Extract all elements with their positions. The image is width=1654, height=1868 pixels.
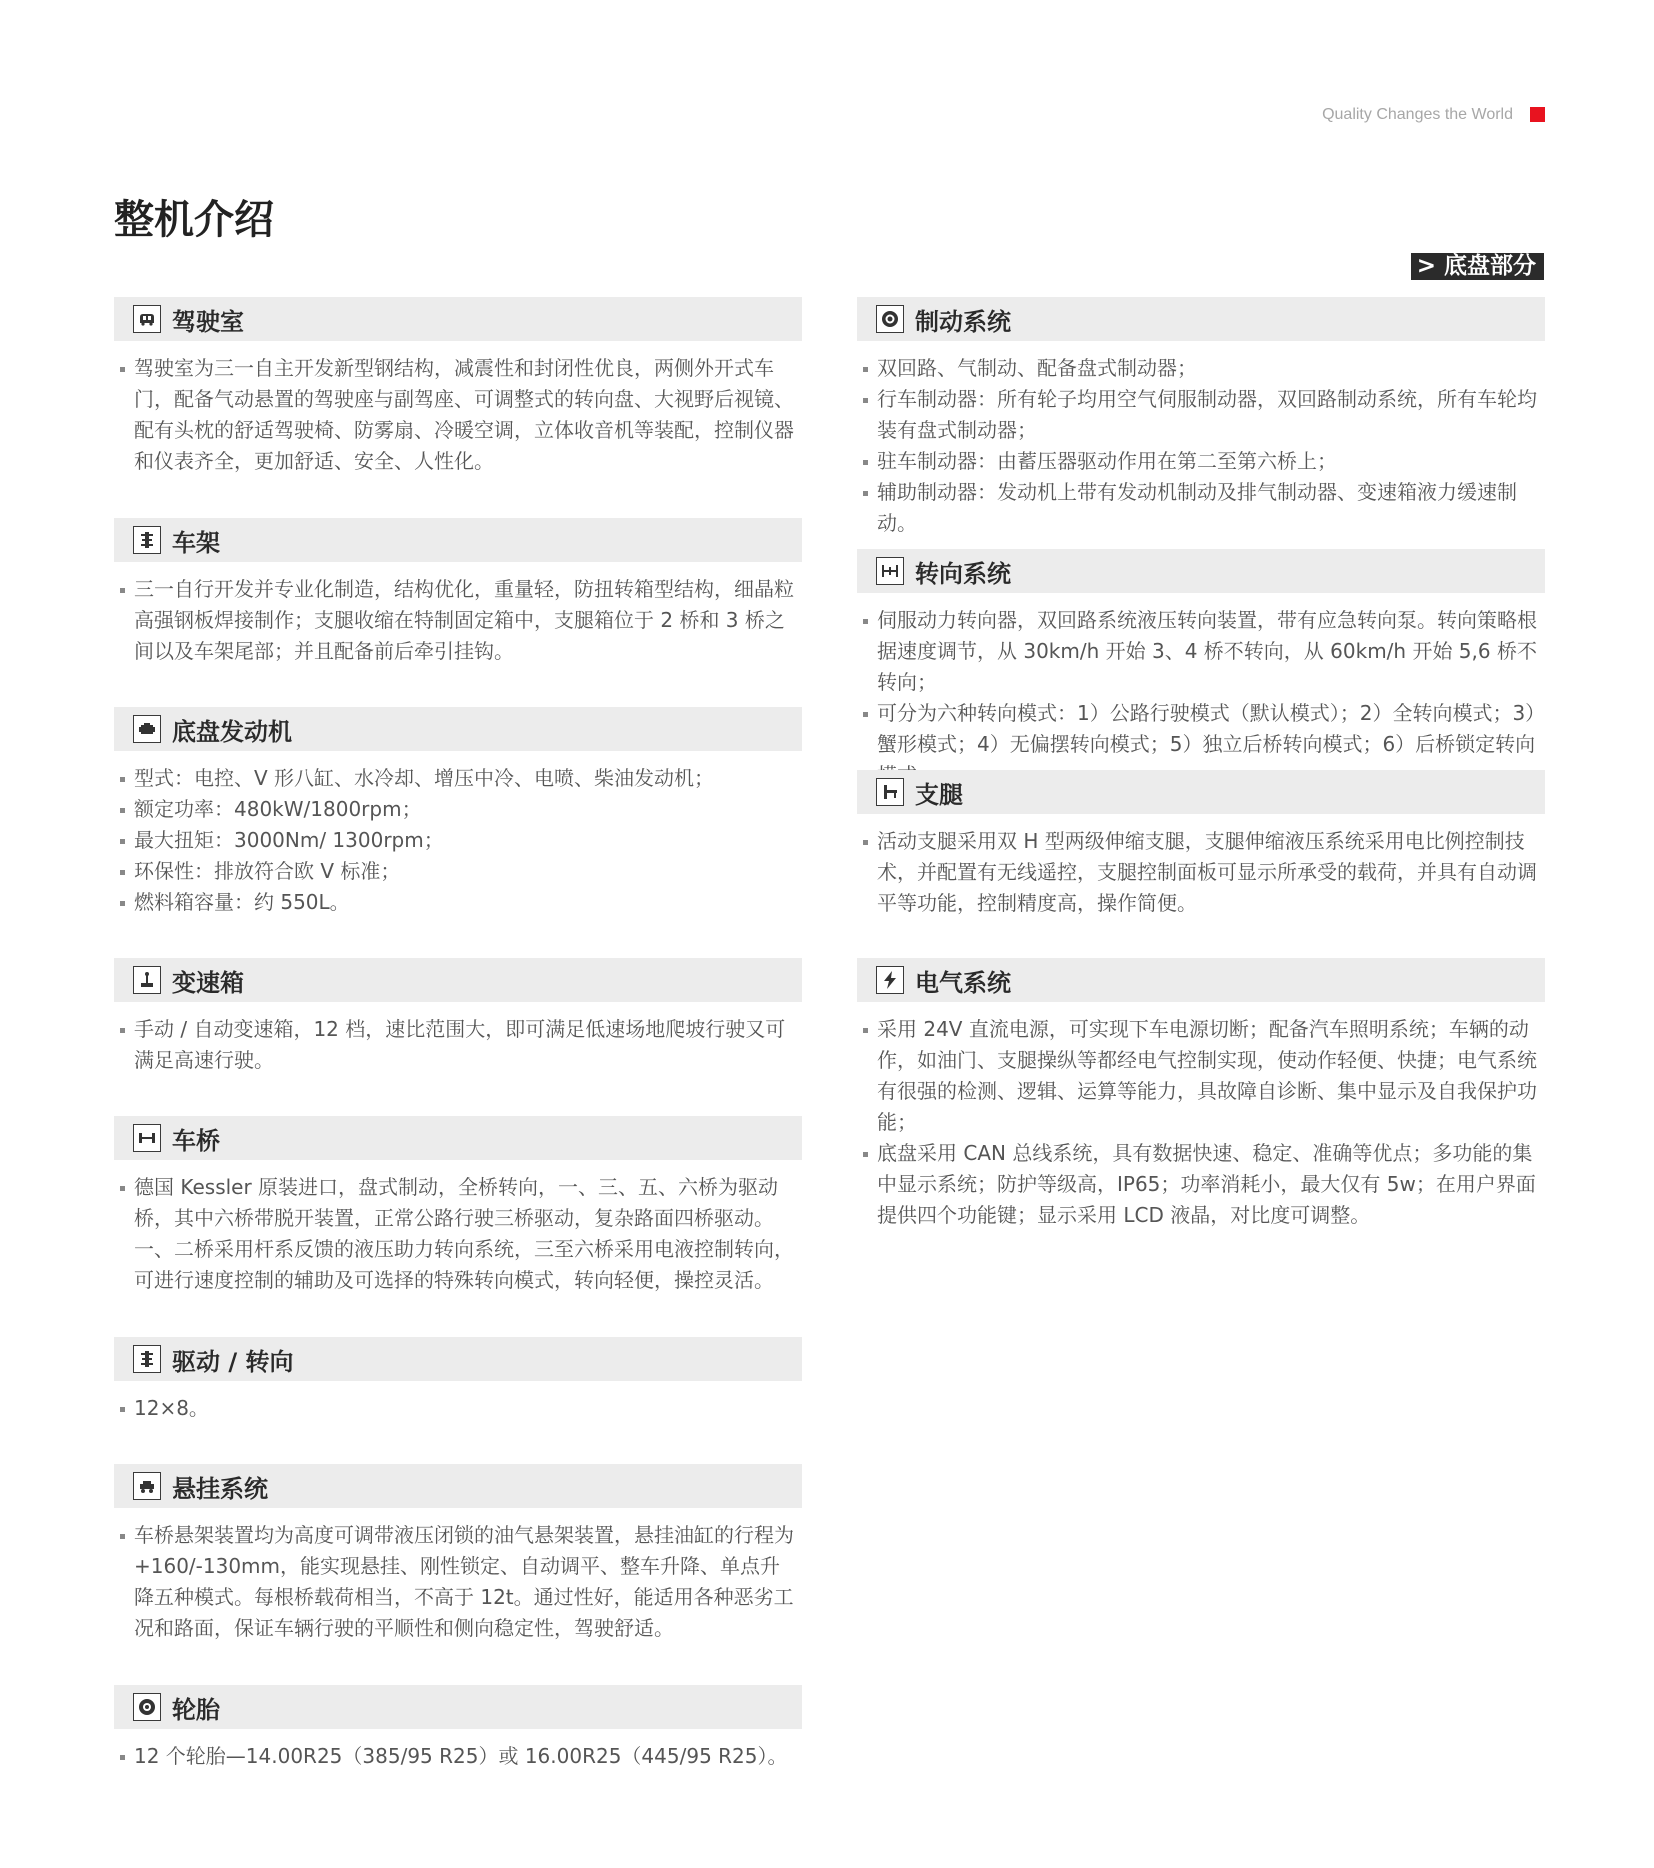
list-item: 12×8。 <box>114 1393 802 1424</box>
section-header <box>114 1337 802 1381</box>
list-item: 型式：电控、V 形八缸、水冷却、增压中冷、电喷、柴油发动机； <box>114 763 802 794</box>
list-item: 双回路、气制动、配备盘式制动器； <box>857 353 1545 384</box>
list-item: 可分为六种转向模式：1）公路行驶模式（默认模式）；2）全转向模式；3）蟹形模式；4）无偏摆转向模式；5）独立后桥转向模式；6）后桥锁定转向 <box>857 698 1545 791</box>
list-item: 环保性：排放符合欧 V 标准； <box>114 856 802 887</box>
section-suspension <box>114 1464 802 1644</box>
section-header <box>857 770 1545 814</box>
list-item: 底盘采用 CAN 总线系统，具有数据快速、稳定、准确等优点；多功能的集中显示系统；防护等级高，IP65；功率消耗小，最大仅有 5w；在用户界面提供四个功能键；显示采用 LCD 液晶，对比度可调整。 <box>857 1138 1545 1231</box>
section-body <box>114 574 802 667</box>
section-title: 电气系统 <box>915 968 1011 997</box>
section-title: 转向系统 <box>915 559 1011 588</box>
section-header <box>114 1685 802 1729</box>
suspension-icon <box>133 1472 161 1500</box>
outrigger-icon <box>876 778 904 806</box>
page-title: 整机介绍 <box>114 197 274 243</box>
tire-icon <box>133 1693 161 1721</box>
steering-icon <box>876 557 904 585</box>
frame-icon <box>133 526 161 554</box>
section-body <box>114 1393 802 1424</box>
section-header <box>857 549 1545 593</box>
section-title: 车架 <box>172 528 220 557</box>
header-tagline: Quality Changes the World <box>1322 106 1513 123</box>
list-item: 三一自行开发并专业化制造，结构优化，重量轻，防扭转箱型结构，细晶粒高强钢板焊接制作；支腿收缩在特制固定箱中，支腿箱位于 2 桥和 3 桥之间以及车架尾部；并且配备前后牵引挂钩。 <box>114 574 802 667</box>
section-engine <box>114 707 802 918</box>
list-item: 最大扭矩：3000Nm/ 1300rpm； <box>114 825 802 856</box>
section-body <box>857 353 1545 539</box>
list-item: 行车制动器：所有轮子均用空气伺服制动器，双回路制动系统，所有车轮均装有盘式制动器； <box>857 384 1545 446</box>
lightning-icon <box>876 966 904 994</box>
axle-icon <box>133 1124 161 1152</box>
section-steering <box>857 549 1545 791</box>
section-brake <box>857 297 1545 539</box>
section-body <box>114 353 802 477</box>
section-body <box>114 763 802 918</box>
section-header <box>114 297 802 341</box>
section-drive-steering <box>114 1337 802 1424</box>
section-frame <box>114 518 802 667</box>
chassis-section-label: > 底盘部分 <box>1411 253 1544 280</box>
gearbox-icon <box>133 966 161 994</box>
list-item: 额定功率：480kW/1800rpm； <box>114 794 802 825</box>
section-title: 变速箱 <box>172 968 244 997</box>
list-item: 伺服动力转向器，双回路系统液压转向装置，带有应急转向泵。转向策略根据速度调节，从 30km/h 开始 3、4 桥不转向，从 60km/h 开始 5,6 桥不转向； <box>857 605 1545 698</box>
drive-icon <box>133 1345 161 1373</box>
list-item: 驾驶室为三一自主开发新型钢结构，减震性和封闭性优良，两侧外开式车门，配备气动悬置的驾驶座与副驾座、可调整式的转向盘、大视野后视镜、配有头枕的舒适驾驶椅、防雾扇、冷暖空调，立体收音机等装配，控制仪器和仪表齐全，更加舒适、安全、人性化。 <box>114 353 802 477</box>
list-item: 驻车制动器：由蓄压器驱动作用在第二至第六桥上； <box>857 446 1545 477</box>
section-gearbox <box>114 958 802 1076</box>
section-header <box>857 958 1545 1002</box>
section-title: 轮胎 <box>172 1695 220 1724</box>
list-item: 12 个轮胎—14.00R25（385/95 R25）或 16.00R25（445/95 R25）。 <box>114 1741 802 1772</box>
brake-icon <box>876 305 904 333</box>
section-title: 车桥 <box>172 1126 220 1155</box>
section-title: 驱动 / 转向 <box>172 1347 294 1376</box>
section-body <box>114 1520 802 1644</box>
section-title: 悬挂系统 <box>172 1474 268 1503</box>
section-cab <box>114 297 802 477</box>
section-header <box>857 297 1545 341</box>
section-header <box>114 1464 802 1508</box>
section-outrigger <box>857 770 1545 919</box>
section-title: 驾驶室 <box>172 307 244 336</box>
section-axle <box>114 1116 802 1296</box>
section-body <box>857 605 1545 791</box>
section-electrical <box>857 958 1545 1231</box>
section-header <box>114 958 802 1002</box>
section-header <box>114 707 802 751</box>
section-header <box>114 1116 802 1160</box>
list-item: 采用 24V 直流电源，可实现下车电源切断；配备汽车照明系统；车辆的动作，如油门、支腿操纵等都经电气控制实现，使动作轻便、快捷；电气系统有很强的检测、逻辑、运算等能力，具故障自诊断、集中显示及自我保护功能； <box>857 1014 1545 1138</box>
brand-square-icon <box>1530 107 1545 122</box>
list-item: 手动 / 自动变速箱，12 档，速比范围大，即可满足低速场地爬坡行驶又可满足高速行驶。 <box>114 1014 802 1076</box>
list-item: 辅助制动器：发动机上带有发动机制动及排气制动器、变速箱液力缓速制动。 <box>857 477 1545 539</box>
section-body <box>114 1741 802 1772</box>
engine-icon <box>133 715 161 743</box>
cab-icon <box>133 305 161 333</box>
list-item: 燃料箱容量：约 550L。 <box>114 887 802 918</box>
section-title: 底盘发动机 <box>172 717 292 746</box>
section-title: 制动系统 <box>915 307 1011 336</box>
section-body <box>857 826 1545 919</box>
list-item: 车桥悬架装置均为高度可调带液压闭锁的油气悬架装置，悬挂油缸的行程为 +160/-130mm，能实现悬挂、刚性锁定、自动调平、整车升降、单点升降五种模式。每根桥载荷相当，不高于 12t。通过性好，能适用各种恶劣工况和路面，保证车辆行驶的平顺性和侧向稳定性，驾驶舒适。 <box>114 1520 802 1644</box>
section-body <box>114 1014 802 1076</box>
section-tire <box>114 1685 802 1772</box>
section-header <box>114 518 802 562</box>
section-body <box>857 1014 1545 1231</box>
list-item: 德国 Kessler 原装进口，盘式制动，全桥转向，一、三、五、六桥为驱动桥，其中六桥带脱开装置，正常公路行驶三桥驱动，复杂路面四桥驱动。一、二桥采用杆系反馈的液压助力转向系统，三至六桥采用电液控制转向，可进行速度控制的辅助及可选择的特殊转向模式，转向轻便，操控灵活。 <box>114 1172 802 1296</box>
section-body <box>114 1172 802 1296</box>
list-item: 活动支腿采用双 H 型两级伸缩支腿，支腿伸缩液压系统采用电比例控制技术，并配置有无线遥控，支腿控制面板可显示所承受的载荷，并具有自动调平等功能，控制精度高，操作简便。 <box>857 826 1545 919</box>
section-title: 支腿 <box>915 780 963 809</box>
